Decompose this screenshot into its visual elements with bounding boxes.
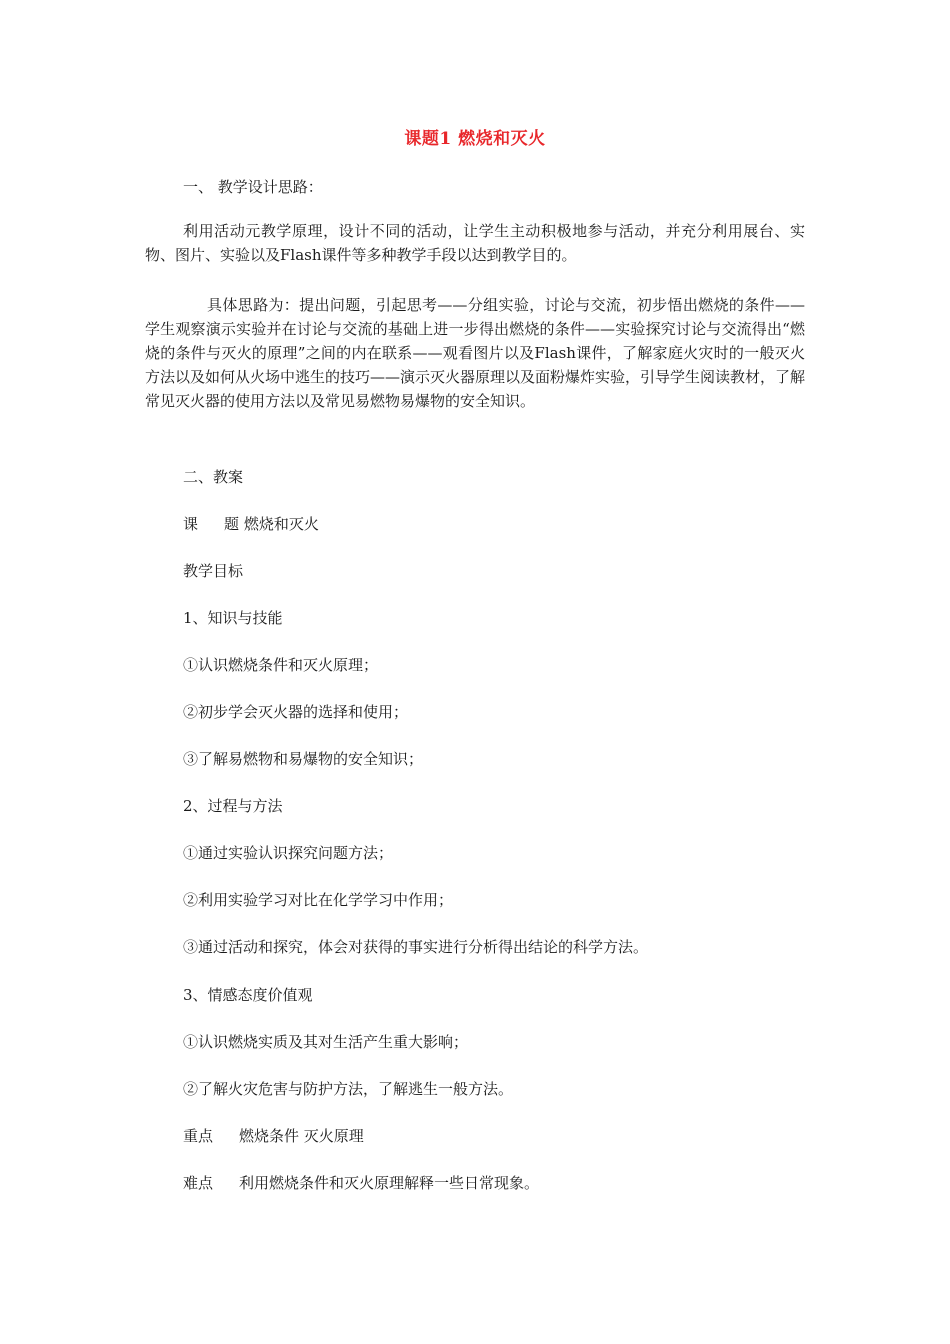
goal-process-item: ①通过实验认识探究问题方法； bbox=[183, 844, 394, 862]
goal-process-heading: 2、过程与方法 bbox=[183, 797, 283, 815]
difficult-points-label: 难点 bbox=[183, 1174, 214, 1192]
goal-values-heading: 3、情感态度价值观 bbox=[183, 986, 313, 1004]
paragraph-design-principle: 利用活动元教学原理，设计不同的活动，让学生主动积极地参与活动，并充分利用展台、实物、图片、实验以及Flash课件等多种教学手段以达到教学目的。 bbox=[145, 222, 805, 264]
topic-value: 燃烧和灭火 bbox=[243, 515, 319, 533]
goal-knowledge-item: ③了解易燃物和易爆物的安全知识； bbox=[183, 750, 424, 768]
key-points-row bbox=[183, 1125, 364, 1146]
key-points-value: 燃烧条件 灭火原理 bbox=[239, 1127, 364, 1145]
topic-label-b: 题 bbox=[224, 515, 240, 533]
goal-process-item: ③通过活动和探究，体会对获得的事实进行分析得出结论的科学方法。 bbox=[183, 938, 649, 956]
page-title: 课题1 燃烧和灭火 bbox=[404, 129, 546, 149]
goal-values-item: ②了解火灾危害与防护方法，了解逃生一般方法。 bbox=[183, 1080, 514, 1098]
goal-knowledge-item: ①认识燃烧条件和灭火原理； bbox=[183, 656, 379, 674]
section-heading-design: 一、 教学设计思路： bbox=[183, 178, 323, 196]
goal-knowledge-item: ②初步学会灭火器的选择和使用； bbox=[183, 703, 409, 721]
goal-values-item: ①认识燃烧实质及其对生活产生重大影响； bbox=[183, 1033, 469, 1051]
topic-label-a: 课 bbox=[183, 515, 199, 533]
paragraph-specific-approach: 具体思路为：提出问题，引起思考——分组实验，讨论与交流，初步悟出燃烧的条件——学生观察演示实验并在讨论与交流的基础上进一步得出燃烧的条件——实验探究讨论与交流得出“燃烧的条件与灭火的原理”之间的内在联系——观看图片以及Flash课件，了解家庭火灾时的一般灭火方法以及如何从火场中逃生的技巧——演示灭火器原理以及面粉爆炸实验，引导学生阅读教材，了解常见灭火器的使用方法以及常见易燃物易爆物的安全知识。 bbox=[145, 296, 806, 410]
key-points-label: 重点 bbox=[183, 1127, 214, 1145]
goal-process-item: ②利用实验学习对比在化学学习中作用； bbox=[183, 891, 454, 909]
teaching-goals-heading: 教学目标 bbox=[183, 562, 244, 580]
difficult-points-value: 利用燃烧条件和灭火原理解释一些日常现象。 bbox=[239, 1174, 540, 1192]
goal-knowledge-heading: 1、知识与技能 bbox=[183, 609, 283, 627]
difficult-points-row bbox=[183, 1172, 539, 1193]
section-heading-lesson-plan: 二、教案 bbox=[183, 468, 244, 486]
topic-row bbox=[183, 513, 319, 534]
